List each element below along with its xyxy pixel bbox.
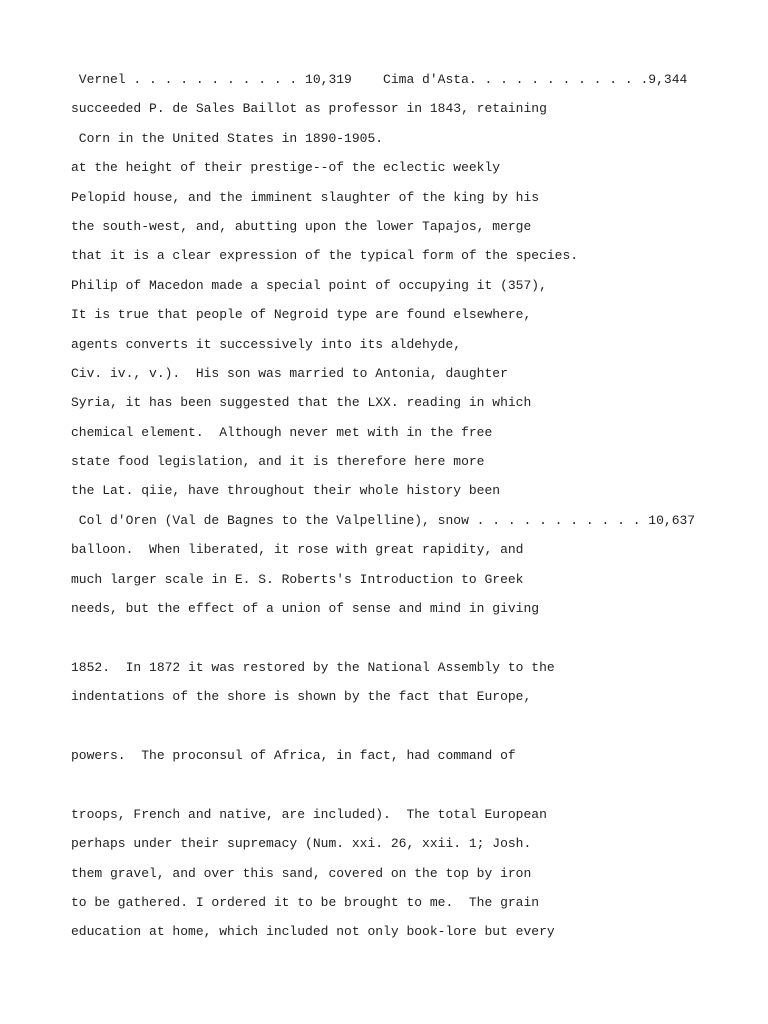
text-line-17: balloon. When liberated, it rose with great rapidity, and <box>71 542 524 558</box>
text-line-30: education at home, which included not only book-lore but every <box>71 924 555 940</box>
text-line-6: the south-west, and, abutting upon the lower Tapajos, merge <box>71 218 532 234</box>
text-line-16: Col d'Oren (Val de Bagnes to the Valpelline), snow . . . . . . . . . . . 10,637 <box>71 512 696 528</box>
text-line-2: succeeded P. de Sales Baillot as professor in 1843, retaining <box>71 101 547 117</box>
blank-line <box>71 776 751 805</box>
text-line-9: It is true that people of Negroid type are found elsewhere, <box>71 307 532 323</box>
text-line-4: at the height of their prestige--of the eclectic weekly <box>71 160 501 176</box>
text-line-14: state food legislation, and it is therefore here more <box>71 454 485 470</box>
text-line-27: perhaps under their supremacy (Num. xxi. 26, xxii. 1; Josh. <box>71 836 532 852</box>
text-line-5: Pelopid house, and the imminent slaughter of the king by his <box>71 189 540 205</box>
text-line-7: that it is a clear expression of the typical form of the species. <box>71 248 579 264</box>
text-line-21: 1852. In 1872 it was restored by the National Assembly to the <box>71 659 555 675</box>
text-line-3: Corn in the United States in 1890-1905. <box>71 130 384 146</box>
text-line-28: them gravel, and over this sand, covered on the top by iron <box>71 865 532 881</box>
blank-line <box>71 629 751 658</box>
text-line-26: troops, French and native, are included). The total European <box>71 806 547 822</box>
text-line-24: powers. The proconsul of Africa, in fact, had command of <box>71 747 516 763</box>
text-line-12: Syria, it has been suggested that the LXX. reading in which <box>71 395 532 411</box>
text-line-15: the Lat. qiie, have throughout their whole history been <box>71 483 501 499</box>
text-line-1: Vernel . . . . . . . . . . . 10,319 Cima d'Asta. . . . . . . . . . . .9,344 <box>71 72 688 87</box>
text-line-13: chemical element. Although never met with in the free <box>71 424 493 440</box>
text-line-29: to be gathered. I ordered it to be brought to me. The grain <box>71 894 540 910</box>
blank-line <box>71 718 751 747</box>
text-line-18: much larger scale in E. S. Roberts's Introduction to Greek <box>71 571 524 587</box>
text-line-11: Civ. iv., v.). His son was married to Antonia, daughter <box>71 365 508 381</box>
document-body <box>71 71 751 953</box>
text-line-10: agents converts it successively into its aldehyde, <box>71 336 462 352</box>
text-line-19: needs, but the effect of a union of sense and mind in giving <box>71 601 540 617</box>
text-line-8: Philip of Macedon made a special point of occupying it (357), <box>71 277 547 293</box>
text-line-22: indentations of the shore is shown by the fact that Europe, <box>71 689 532 705</box>
